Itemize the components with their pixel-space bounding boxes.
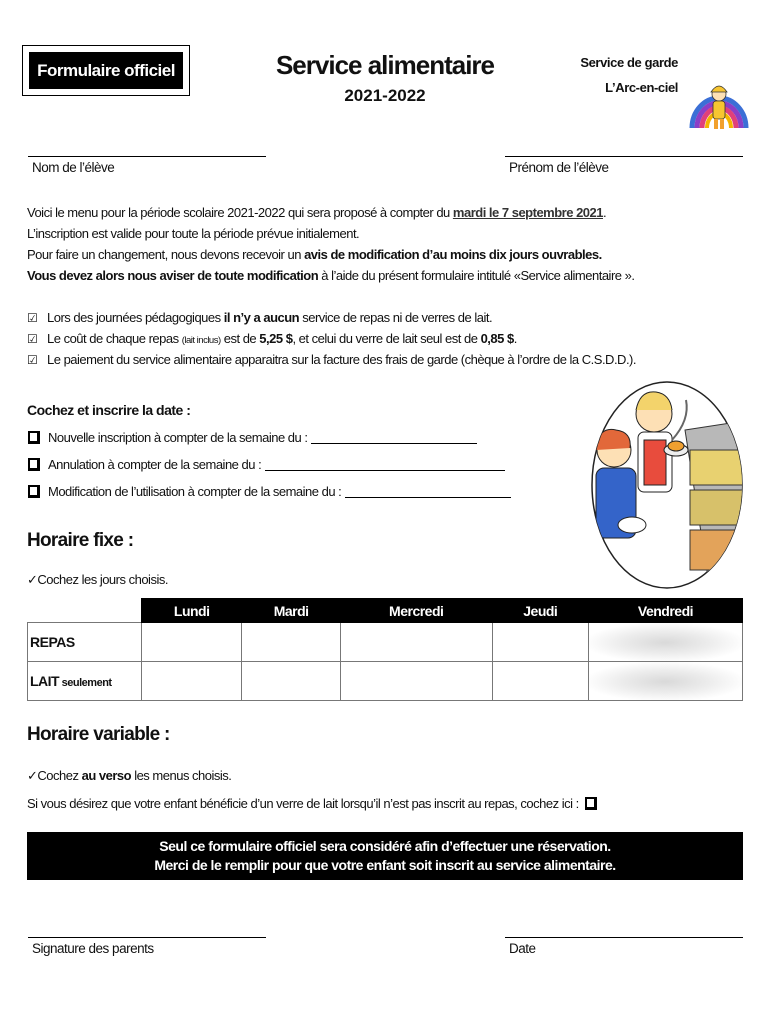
official-form-banner: [27, 832, 743, 880]
checked-box-icon: ☑: [27, 353, 38, 367]
rule-pedagogical-days: [27, 310, 492, 325]
meal-monday-cell[interactable]: [142, 623, 242, 662]
row-label-milk-main: LAIT: [30, 673, 60, 689]
instruction-emphasis: au verso: [81, 768, 132, 783]
signature-date-label: Date: [509, 941, 536, 956]
intro-line-1: [27, 205, 606, 220]
fixed-schedule-instruction: ✓Cochez les jours choisis.: [27, 572, 168, 587]
milk-price: 0,85 $: [480, 331, 514, 346]
rule-text: est de: [220, 331, 260, 346]
checkbox-icon[interactable]: [28, 458, 40, 471]
milk-monday-cell[interactable]: [142, 662, 242, 701]
date-field[interactable]: [265, 459, 505, 471]
day-header-friday: Vendredi: [588, 599, 742, 623]
option-modification[interactable]: [28, 484, 511, 499]
official-form-badge: [22, 45, 190, 96]
day-header-wednesday: Mercredi: [340, 599, 492, 623]
meal-thursday-cell[interactable]: [492, 623, 588, 662]
meal-friday-cell[interactable]: [588, 623, 742, 662]
parent-signature-line[interactable]: [28, 937, 266, 938]
option-label: Modification de l’utilisation à compter de la semaine du :: [48, 484, 342, 499]
school-year: 2021-2022: [344, 86, 426, 105]
first-name-line[interactable]: [505, 156, 743, 157]
meal-wednesday-cell[interactable]: [340, 623, 492, 662]
rule-text: service de repas ni de verres de lait.: [299, 310, 493, 325]
milk-tuesday-cell[interactable]: [242, 662, 340, 701]
day-header-tuesday: Mardi: [242, 599, 340, 623]
date-field[interactable]: [345, 486, 511, 498]
organization-name-line1: Service de garde: [580, 55, 678, 70]
rule-text: , et celui du verre de lait seul est de: [292, 331, 481, 346]
meal-price: 5,25 $: [259, 331, 293, 346]
option-cancellation[interactable]: [28, 457, 505, 472]
official-form-badge-label: Formulaire officiel: [29, 52, 183, 89]
rule-meal-cost: [27, 331, 517, 346]
banner-line-2: Merci de le remplir pour que votre enfant soit inscrit au service alimentaire.: [154, 857, 616, 873]
row-label-milk: [28, 662, 142, 701]
checkbox-icon[interactable]: [28, 485, 40, 498]
date-field[interactable]: [311, 432, 477, 444]
table-header-row: [28, 599, 743, 623]
variable-schedule-heading: Horaire variable :: [27, 724, 170, 745]
first-name-label: Prénom de l’élève: [509, 160, 609, 175]
fixed-schedule-table: [27, 598, 743, 701]
fixed-schedule-heading: Horaire fixe :: [27, 530, 134, 551]
rule-text: .: [513, 331, 517, 346]
variable-schedule-instruction: [27, 768, 231, 784]
table-corner: [28, 599, 142, 623]
cafeteria-children-illustration-icon: [590, 380, 745, 590]
intro-text: à l’aide du présent formulaire intitulé «Service alimentaire ».: [318, 268, 635, 283]
rule-text: Le paiement du service alimentaire apparaitra sur la facture des frais de garde (chèque à l’ordre de la C.S.D.D.).: [47, 352, 636, 367]
intro-text: .: [603, 205, 607, 220]
milk-thursday-cell[interactable]: [492, 662, 588, 701]
table-row: [28, 623, 743, 662]
milk-only-checkbox-icon[interactable]: [585, 797, 597, 810]
last-name-line[interactable]: [28, 156, 266, 157]
organization-name-line2: L’Arc-en-ciel: [605, 80, 678, 95]
signature-date-line[interactable]: [505, 937, 743, 938]
notice-requirement: avis de modification d’au moins dix jours ouvrables.: [304, 247, 602, 262]
checked-box-icon: ☑: [27, 311, 38, 325]
rainbow-child-logo-icon: [686, 50, 752, 136]
intro-line-3: [27, 247, 602, 262]
milk-only-note-text: Si vous désirez que votre enfant bénéficie d’un verre de lait lorsqu’il n’est pas inscrit au repas, cochez ici :: [27, 796, 579, 811]
row-label-milk-small: seulement: [59, 677, 112, 689]
milk-only-note: [27, 796, 605, 811]
milk-wednesday-cell[interactable]: [340, 662, 492, 701]
day-header-monday: Lundi: [142, 599, 242, 623]
option-label: Nouvelle inscription à compter de la semaine du :: [48, 430, 308, 445]
rule-text: Le coût de chaque repas: [47, 331, 182, 346]
date-section-heading: Cochez et inscrire la date :: [27, 402, 191, 418]
parent-signature-label: Signature des parents: [32, 941, 154, 956]
rule-payment: [27, 352, 636, 367]
row-label-meal: REPAS: [28, 623, 142, 662]
last-name-label: Nom de l’élève: [32, 160, 115, 175]
table-row: [28, 662, 743, 701]
meal-tuesday-cell[interactable]: [242, 623, 340, 662]
start-date: mardi le 7 septembre 2021: [452, 205, 603, 220]
intro-line-4: [27, 268, 634, 283]
intro-text: Voici le menu pour la période scolaire 2021-2022 qui sera proposé à compter du: [27, 205, 453, 220]
option-new-registration[interactable]: [28, 430, 477, 445]
rule-text: Lors des journées pédagogiques: [47, 310, 224, 325]
page-title: Service alimentaire: [275, 50, 495, 80]
milk-included-note: (lait inclus): [181, 335, 221, 346]
milk-friday-cell[interactable]: [588, 662, 742, 701]
checked-box-icon: ☑: [27, 332, 38, 346]
banner-line-1: Seul ce formulaire officiel sera considéré afin d’effectuer une réservation.: [159, 838, 611, 854]
day-header-thursday: Jeudi: [492, 599, 588, 623]
notice-instruction: Vous devez alors nous aviser de toute modification: [27, 268, 319, 283]
intro-text: Pour faire un changement, nous devons recevoir un: [27, 247, 305, 262]
rule-emphasis: il n’y a aucun: [223, 310, 300, 325]
instruction-text: ✓Cochez: [27, 768, 82, 783]
checkbox-icon[interactable]: [28, 431, 40, 444]
intro-line-2: L’inscription est valide pour toute la période prévue initialement.: [27, 226, 360, 241]
instruction-text: les menus choisis.: [131, 768, 232, 783]
option-label: Annulation à compter de la semaine du :: [48, 457, 262, 472]
